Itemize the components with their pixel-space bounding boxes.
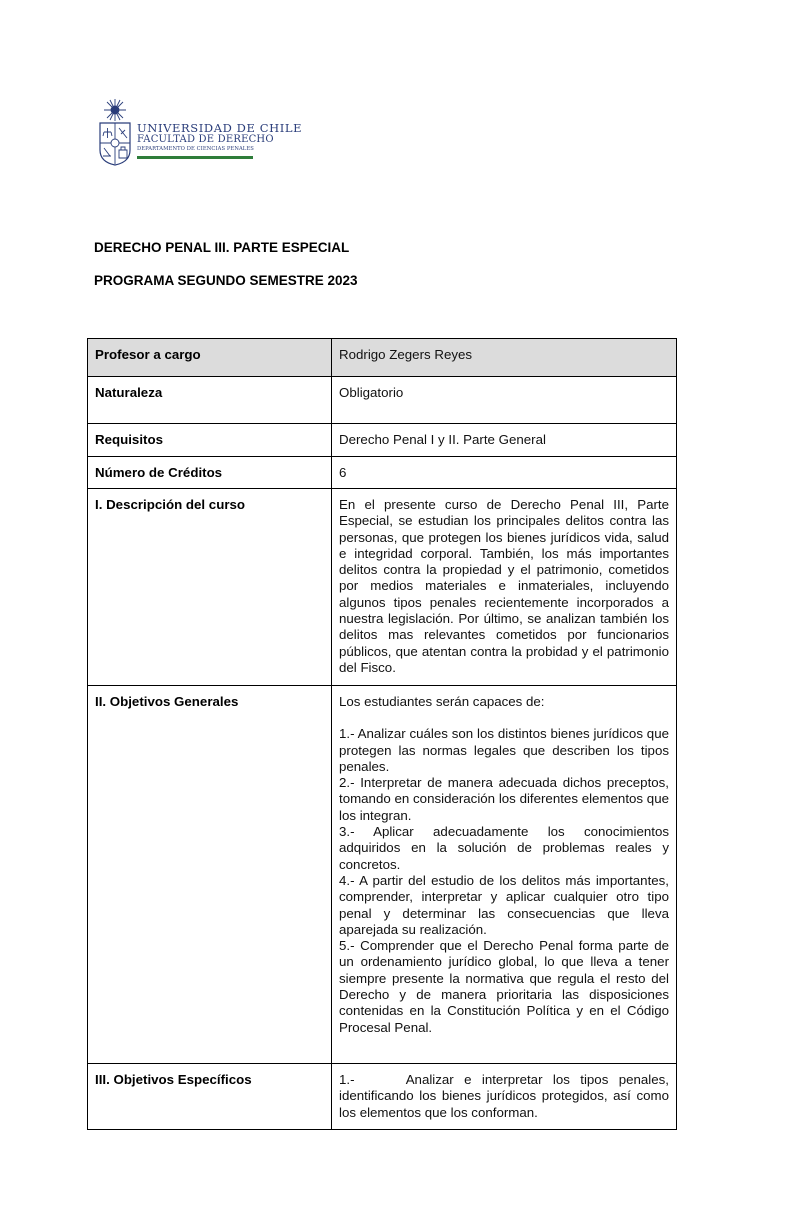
general-objectives bbox=[332, 686, 677, 1064]
row-label: Naturaleza bbox=[88, 377, 332, 424]
objectives-intro: Los estudiantes serán capaces de: bbox=[339, 694, 545, 709]
table-row bbox=[88, 1064, 677, 1130]
row-label: III. Objetivos Específicos bbox=[88, 1064, 332, 1130]
table-row bbox=[88, 377, 677, 424]
university-crest-icon bbox=[97, 98, 133, 166]
row-label: Número de Créditos bbox=[88, 457, 332, 489]
specific-objectives: 1.- Analizar e interpretar los tipos penales, identificando los bienes jurídicos protegidos, así como los elementos que los conforman. bbox=[332, 1064, 677, 1130]
program-subtitle: PROGRAMA SEGUNDO SEMESTRE 2023 bbox=[94, 273, 358, 288]
objective-item: 3.- Aplicar adecuadamente los conocimientos adquiridos en la solución de problemas reales y concretos. bbox=[339, 824, 669, 872]
university-name: UNIVERSIDAD DE CHILE bbox=[137, 121, 303, 135]
row-label: Profesor a cargo bbox=[88, 339, 332, 377]
program-table bbox=[87, 338, 677, 1130]
logo-text bbox=[137, 122, 302, 159]
row-label: II. Objetivos Generales bbox=[88, 686, 332, 1064]
spacer bbox=[339, 710, 669, 726]
row-label: I. Descripción del curso bbox=[88, 489, 332, 686]
course-description: En el presente curso de Derecho Penal III, Parte Especial, se estudian los principales delitos contra las personas, que protegen los bienes jurídicos vida, salud e integridad corporal. También, los más importantes delitos contra la propiedad y el patrimonio, cometidos por medios materiales e inmateriales, incluyendo algunos tipos penales recientemente incorporados a nuestra legislación. Por último, se analizan también los delitos mas relevantes cometidos por funcionarios públicos, que atentan contra la probidad y el patrimonio del Fisco. bbox=[332, 489, 677, 686]
objective-item: 5.- Comprender que el Derecho Penal forma parte de un ordenamiento jurídico global, lo que lleva a tener siempre presente la normativa que regula el resto del Derecho y de manera prioritaria las disposiciones contenidas en la Constitución Política y en el Código Procesal Penal. bbox=[339, 938, 669, 1035]
faculty-name: FACULTAD DE DERECHO bbox=[137, 134, 274, 145]
course-title: DERECHO PENAL III. PARTE ESPECIAL bbox=[94, 240, 350, 255]
row-value: Derecho Penal I y II. Parte General bbox=[332, 424, 677, 457]
table-row bbox=[88, 424, 677, 457]
row-value: Obligatorio bbox=[332, 377, 677, 424]
table-row bbox=[88, 457, 677, 489]
university-logo bbox=[97, 98, 303, 168]
row-label: Requisitos bbox=[88, 424, 332, 457]
row-value: 6 bbox=[332, 457, 677, 489]
row-value: Rodrigo Zegers Reyes bbox=[332, 339, 677, 377]
objective-item: 2.- Interpretar de manera adecuada dichos preceptos, tomando en consideración los diferentes elementos que los integran. bbox=[339, 775, 669, 823]
logo-accent-bar bbox=[137, 156, 253, 159]
objective-item: 1.- Analizar cuáles son los distintos bienes jurídicos que protegen las normas legales que describen los tipos penales. bbox=[339, 726, 669, 774]
department-name: DEPARTAMENTO DE CIENCIAS PENALES bbox=[137, 146, 254, 152]
table-row bbox=[88, 489, 677, 686]
objective-item: 4.- A partir del estudio de los delitos más importantes, comprender, interpretar y aplicar cualquier otro tipo penal y determinar las consecuencias que lleva aparejada su realización. bbox=[339, 872, 669, 937]
table-row bbox=[88, 339, 677, 377]
table-row bbox=[88, 686, 677, 1064]
